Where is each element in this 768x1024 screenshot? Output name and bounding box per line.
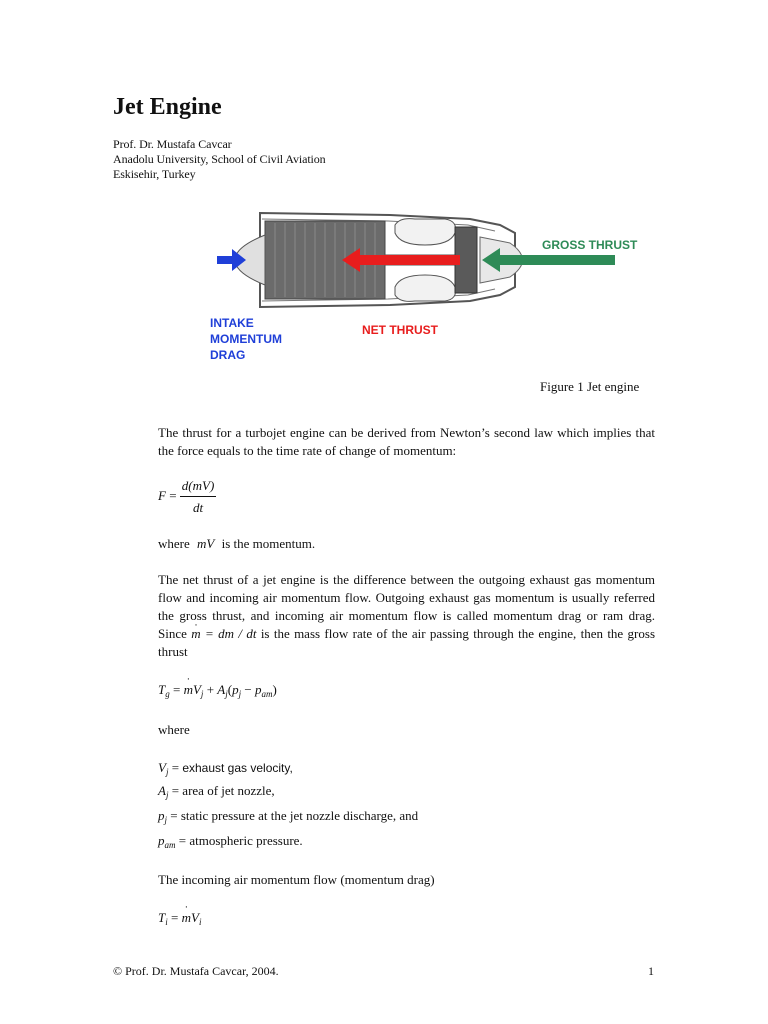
combustor-bottom — [395, 275, 456, 301]
def4-symbol: p — [158, 833, 165, 848]
net-thrust-label: NET THRUST — [362, 323, 438, 337]
eq2-m: ˙ m — [184, 682, 193, 697]
author-name: Prof. Dr. Mustafa Cavcar — [113, 137, 232, 151]
definition-pam — [158, 833, 303, 850]
eq2-A: A — [217, 682, 226, 697]
eq1-fraction — [180, 478, 217, 516]
def2-text: = area of jet nozzle, — [171, 783, 275, 798]
def4-sub: am — [164, 840, 176, 850]
jet-engine-figure — [210, 205, 670, 375]
where-label: where — [158, 722, 190, 737]
eq3-V: V — [190, 910, 199, 925]
where-text: where — [158, 536, 190, 551]
eq1-numerator: d(mV) — [180, 478, 217, 497]
eq3-m: ˙ m — [182, 910, 191, 925]
intake-label-line1: INTAKE — [210, 316, 254, 330]
eq2-A-sub: j — [225, 689, 228, 699]
def1-text: exhaust gas velocity, — [182, 761, 293, 775]
momentum-text: is the momentum. — [221, 536, 316, 551]
def3-sub: j — [164, 815, 168, 825]
paragraph-2-part-a: The net thrust of a jet engine is the difference between the outgoing exhaust gas momentum flow and incoming air momentum flow. Outgoing exhaust gas momentum is usually referred the gross thrust, and incoming air momentum flow is called momentum drag or ram drag. Since — [158, 572, 655, 641]
figure-caption: Figure 1 Jet engine — [540, 379, 640, 394]
def1-sub: j — [165, 767, 169, 777]
momentum-definition — [158, 536, 315, 552]
paragraph-2-part-b: is the mass flow rate of the air passing through the engine, then the gross thrust — [158, 626, 655, 659]
equation-3: $T_i$ = ˙ $mV_i$ — [158, 910, 201, 927]
eq1-denominator: dt — [192, 500, 204, 515]
definition-Vj: $V_j$ = exhaust gas velocity, — [158, 760, 293, 777]
eq1-lhs: F — [158, 487, 166, 503]
eq3-T-sub: i — [165, 917, 168, 927]
eq2-T-sub: g — [165, 689, 170, 699]
footer-copyright: © Prof. Dr. Mustafa Cavcar, 2004. — [113, 964, 279, 978]
intake-label-line3: DRAG — [210, 348, 246, 362]
page-title: Jet Engine — [113, 94, 222, 120]
def2-symbol: A — [158, 783, 166, 798]
eq2-V-sub: j — [200, 689, 204, 699]
author-location: Eskisehir, Turkey — [113, 167, 196, 181]
combustor-top — [395, 219, 456, 245]
definition-Aj — [158, 783, 275, 800]
def3-symbol: p — [158, 808, 165, 823]
eq2-pam: p — [254, 682, 262, 697]
mass-flow-symbol: ˙ m — [191, 626, 200, 641]
definition-pj — [158, 808, 418, 825]
eq2-p: p — [232, 682, 239, 697]
page-number: 1 — [648, 964, 654, 978]
author-affiliation: Anadolu University, School of Civil Aviation — [113, 152, 326, 166]
def1-symbol: V — [158, 760, 166, 775]
gross-thrust-label: GROSS THRUST — [542, 238, 638, 252]
eq3-T: T — [158, 910, 166, 925]
eq2-p-sub: j — [238, 689, 242, 699]
eq3-V-sub: i — [198, 917, 202, 927]
paragraph-1: The thrust for a turbojet engine can be derived from Newton’s second law which implies that the force equals to the time rate of change of momentum: — [158, 425, 655, 458]
equation-1: F = $\frac{d(mV)}{dt}$ — [158, 478, 215, 515]
def4-text: = atmospheric pressure. — [178, 833, 303, 848]
def3-text: = static pressure at the jet nozzle discharge, and — [170, 808, 419, 823]
mass-flow-definition: = dm / dt — [205, 626, 257, 641]
paragraph-3: The incoming air momentum flow (momentum drag) — [158, 872, 435, 887]
intake-label-line2: MOMENTUM — [210, 332, 282, 346]
eq2-T: T — [158, 682, 166, 697]
eq2-V: V — [192, 682, 201, 697]
equation-2: $T_g$ = ˙ $mV_j + A_j(p_j - p_{am})$ — [158, 682, 277, 699]
eq2-pam-sub: am — [261, 689, 273, 699]
jet-engine-diagram — [210, 205, 670, 375]
def2-sub: j — [165, 790, 169, 800]
momentum-symbol: mV — [197, 536, 215, 551]
paragraph-2 — [158, 571, 655, 661]
